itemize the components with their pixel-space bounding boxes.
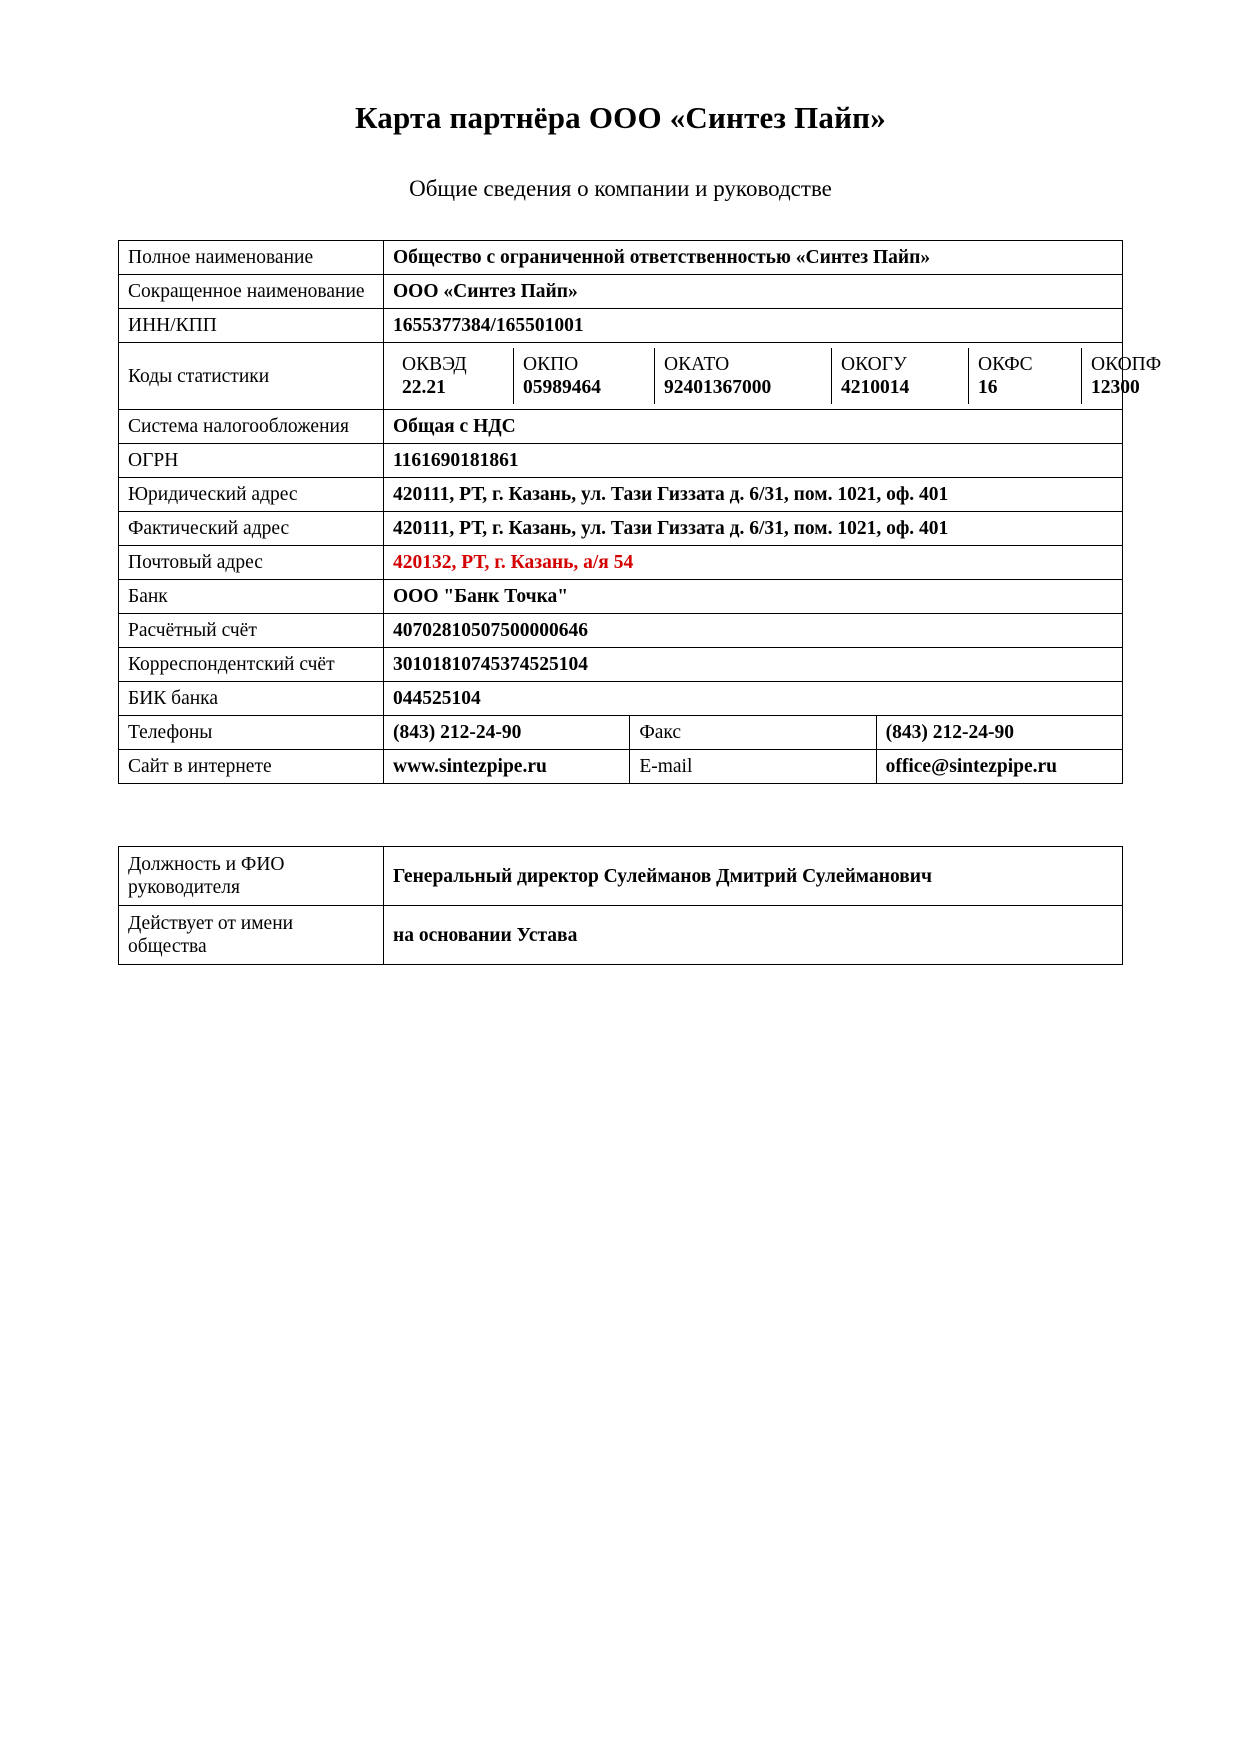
- page-title: Карта партнёра ООО «Синтез Пайп»: [355, 100, 886, 135]
- row-label-website: Сайт в интернете: [119, 750, 384, 784]
- row-value-tax-system: Общая с НДС: [384, 410, 1123, 444]
- row-label-email: E-mail: [630, 750, 876, 784]
- row-label-tax-system: Система налогообложения: [119, 410, 384, 444]
- stat-code-name: ОКПО: [523, 354, 579, 375]
- row-label-ogrn: ОГРН: [119, 444, 384, 478]
- row-label-inn-kpp: ИНН/КПП: [119, 309, 384, 343]
- stat-code-value: 4210014: [841, 377, 910, 398]
- table-row: [119, 241, 1123, 275]
- table-row: [119, 444, 1123, 478]
- table-row: [119, 614, 1123, 648]
- table-row: [119, 906, 1123, 965]
- stat-codes-table: [393, 348, 1162, 404]
- stat-code-value: 22.21: [402, 377, 446, 398]
- stat-code-okfs: [969, 348, 1082, 404]
- table-row: [119, 750, 1123, 784]
- row-label-full-name: Полное наименование: [119, 241, 384, 275]
- table-row: [119, 546, 1123, 580]
- stat-code-okogu: [832, 348, 969, 404]
- row-label-acting-basis: Действует от имени общества: [119, 906, 384, 965]
- table-row: [119, 343, 1123, 410]
- row-label-phones: Телефоны: [119, 716, 384, 750]
- row-value-ogrn: 1161690181861: [384, 444, 1123, 478]
- table-row: [119, 309, 1123, 343]
- row-value-postal-address: 420132, РТ, г. Казань, а/я 54: [384, 546, 1123, 580]
- table-row: [119, 478, 1123, 512]
- stat-code-value: 12300: [1091, 377, 1140, 398]
- stat-code-okato: [655, 348, 832, 404]
- stat-code-value: 05989464: [523, 377, 601, 398]
- row-value-phones: (843) 212-24-90: [384, 716, 630, 750]
- table-row: [119, 682, 1123, 716]
- stat-code-name: ОКВЭД: [402, 354, 467, 375]
- page-subtitle: Общие сведения о компании и руководстве: [409, 176, 832, 201]
- row-value-bank: ООО "Банк Точка": [384, 580, 1123, 614]
- row-label-bik: БИК банка: [119, 682, 384, 716]
- table-row: [119, 410, 1123, 444]
- management-details-table: [118, 846, 1123, 965]
- stat-code-okpo: [514, 348, 655, 404]
- row-label-bank: Банк: [119, 580, 384, 614]
- row-value-bik: 044525104: [384, 682, 1123, 716]
- stat-code-name: ОКФС: [978, 354, 1033, 375]
- table-row: [119, 716, 1123, 750]
- row-value-short-name: ООО «Синтез Пайп»: [384, 275, 1123, 309]
- row-label-legal-address: Юридический адрес: [119, 478, 384, 512]
- row-label-postal-address: Почтовый адрес: [119, 546, 384, 580]
- table-row: [119, 275, 1123, 309]
- row-label-actual-address: Фактический адрес: [119, 512, 384, 546]
- row-value-stat-codes: [384, 343, 1162, 410]
- stat-code-value: 16: [978, 377, 998, 398]
- row-value-email: office@sintezpipe.ru: [876, 750, 1122, 784]
- row-value-fax: (843) 212-24-90: [876, 716, 1122, 750]
- table-row: [119, 512, 1123, 546]
- stat-code-name: ОКОГУ: [841, 354, 907, 375]
- stat-code-name: ОКОПФ: [1091, 354, 1162, 375]
- row-label-director-position: Должность и ФИО руководителя: [119, 847, 384, 906]
- table-row: [393, 348, 1113, 404]
- row-value-acting-basis: на основании Устава: [384, 906, 1123, 965]
- row-label-settlement-account: Расчётный счёт: [119, 614, 384, 648]
- row-label-short-name: Сокращенное наименование: [119, 275, 384, 309]
- row-value-legal-address: 420111, РТ, г. Казань, ул. Тази Гиззата д. 6/31, пом. 1021, оф. 401: [384, 478, 1123, 512]
- row-value-correspondent-account: 30101810745374525104: [384, 648, 1123, 682]
- row-value-director-position: Генеральный директор Сулейманов Дмитрий Сулейманович: [384, 847, 1123, 906]
- stat-code-value: 92401367000: [664, 377, 772, 398]
- row-value-full-name: Общество с ограниченной ответственностью «Синтез Пайп»: [384, 241, 1123, 275]
- row-label-fax: Факс: [630, 716, 876, 750]
- row-label-stat-codes: Коды статистики: [119, 343, 384, 410]
- row-value-website: www.sintezpipe.ru: [384, 750, 630, 784]
- row-value-inn-kpp: 1655377384/165501001: [384, 309, 1123, 343]
- row-label-correspondent-account: Корреспондентский счёт: [119, 648, 384, 682]
- section-spacer: [118, 784, 1123, 846]
- stat-code-okved: [393, 348, 514, 404]
- table-row: [119, 847, 1123, 906]
- stat-code-name: ОКАТО: [664, 354, 730, 375]
- row-value-settlement-account: 40702810507500000646: [384, 614, 1123, 648]
- table-row: [119, 648, 1123, 682]
- row-value-actual-address: 420111, РТ, г. Казань, ул. Тази Гиззата д. 6/31, пом. 1021, оф. 401: [384, 512, 1123, 546]
- table-row: [119, 580, 1123, 614]
- company-details-table: [118, 240, 1162, 784]
- stat-code-okopf: [1082, 348, 1162, 404]
